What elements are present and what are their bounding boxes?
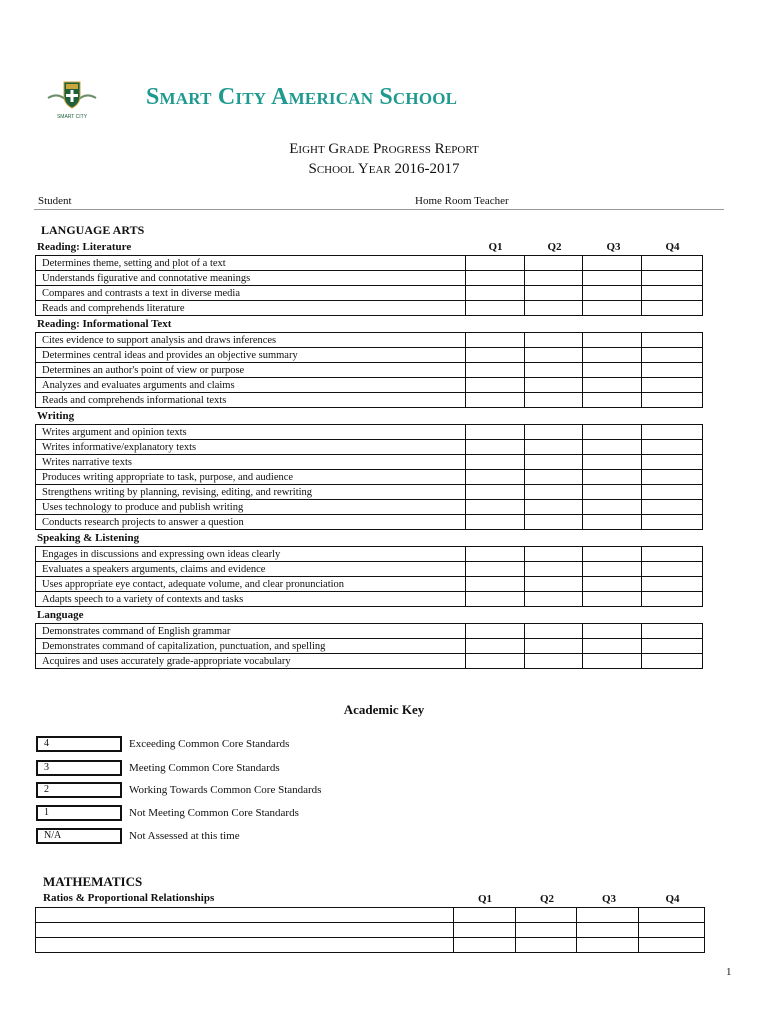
grade-cell-q2[interactable]: [525, 271, 584, 285]
table-row: [35, 470, 703, 485]
grade-cell-q1[interactable]: [466, 455, 525, 469]
grade-cell-q4[interactable]: [642, 378, 702, 392]
standard-label: [36, 938, 454, 952]
table-row: [35, 333, 703, 348]
grade-cell-q1[interactable]: [466, 378, 525, 392]
school-name: Smart City American School: [146, 84, 458, 110]
grade-cell-q2[interactable]: [516, 923, 578, 937]
table-row: [35, 515, 703, 530]
key-code-box: 2: [36, 782, 122, 798]
grade-cell-q2[interactable]: [525, 301, 584, 315]
grade-cell-q3[interactable]: [583, 577, 642, 591]
report-title: Eight Grade Progress Report: [289, 141, 479, 157]
key-description: Not Assessed at this time: [129, 830, 240, 842]
table-row: [35, 624, 703, 639]
grade-cell-q1[interactable]: [454, 938, 516, 952]
grade-cell-q4[interactable]: [642, 301, 702, 315]
la-section-heading: Language: [37, 609, 84, 621]
grade-cell-q4[interactable]: [639, 908, 704, 922]
grade-cell-q3[interactable]: [583, 500, 642, 514]
standard-label: Produces writing appropriate to task, purpose, and audience: [36, 470, 466, 484]
grade-cell-q2[interactable]: [525, 378, 584, 392]
table-row: [35, 363, 703, 378]
standard-label: Determines theme, setting and plot of a text: [36, 256, 466, 270]
math-grid: [35, 907, 705, 953]
grade-cell-q2[interactable]: [525, 455, 584, 469]
grade-cell-q1[interactable]: [466, 348, 525, 362]
grade-cell-q2[interactable]: [525, 515, 584, 529]
grade-cell-q3[interactable]: [583, 301, 642, 315]
key-description: Exceeding Common Core Standards: [129, 738, 290, 750]
grade-cell-q3[interactable]: [583, 547, 642, 561]
home-room-teacher-label: Home Room Teacher: [415, 195, 509, 207]
standard-label: Writes informative/explanatory texts: [36, 440, 466, 454]
grade-cell-q2[interactable]: [525, 485, 584, 499]
grade-cell-q4[interactable]: [642, 592, 702, 606]
grade-cell-q3[interactable]: [583, 271, 642, 285]
grade-cell-q3[interactable]: [577, 923, 639, 937]
standard-label: Writes argument and opinion texts: [36, 425, 466, 439]
key-description: Meeting Common Core Standards: [129, 762, 280, 774]
standard-label: Reads and comprehends literature: [36, 301, 466, 315]
standard-label: Adapts speech to a variety of contexts and tasks: [36, 592, 466, 606]
la-section-grid: [35, 332, 703, 408]
grade-cell-q3[interactable]: [583, 393, 642, 407]
grade-cell-q4[interactable]: [642, 363, 702, 377]
table-row: [35, 592, 703, 607]
grade-cell-q2[interactable]: [525, 639, 584, 653]
table-row: [35, 256, 703, 271]
standard-label: [36, 923, 454, 937]
grade-cell-q1[interactable]: [466, 577, 525, 591]
grade-cell-q1[interactable]: [454, 923, 516, 937]
standard-label: Understands figurative and connotative meanings: [36, 271, 466, 285]
table-row: [35, 639, 703, 654]
grade-cell-q2[interactable]: [525, 562, 584, 576]
la-section-grid: [35, 623, 703, 669]
grade-cell-q3[interactable]: [583, 440, 642, 454]
table-row: [35, 577, 703, 592]
standard-label: Acquires and uses accurately grade-appropriate vocabulary: [36, 654, 466, 668]
grade-cell-q2[interactable]: [516, 938, 578, 952]
grade-cell-q2[interactable]: [525, 547, 584, 561]
mathematics-title: MATHEMATICS: [43, 874, 143, 889]
grade-cell-q2[interactable]: [525, 393, 584, 407]
grade-cell-q2[interactable]: [525, 470, 584, 484]
math-sub-heading: Ratios & Proportional Relationships: [43, 892, 215, 904]
grade-cell-q3[interactable]: [577, 938, 639, 952]
standard-label: [36, 908, 454, 922]
grade-cell-q1[interactable]: [466, 301, 525, 315]
grade-cell-q2[interactable]: [525, 500, 584, 514]
table-row: [35, 301, 703, 316]
table-row: [35, 547, 703, 562]
grade-cell-q4[interactable]: [642, 286, 702, 300]
table-row: [35, 393, 703, 408]
grade-cell-q3[interactable]: [583, 639, 642, 653]
math-q2-header: Q2: [539, 893, 555, 905]
table-row: [35, 440, 703, 455]
grade-cell-q4[interactable]: [642, 348, 702, 362]
logo-text: SMART CITY: [56, 114, 88, 120]
grade-cell-q3[interactable]: [583, 286, 642, 300]
la-section-grid: [35, 255, 703, 316]
grade-cell-q4[interactable]: [642, 455, 702, 469]
grade-cell-q1[interactable]: [466, 485, 525, 499]
grade-cell-q1[interactable]: [466, 547, 525, 561]
table-row: [35, 654, 703, 669]
grade-cell-q3[interactable]: [583, 333, 642, 347]
academic-key-title: Academic Key: [343, 702, 425, 717]
grade-cell-q1[interactable]: [466, 440, 525, 454]
grade-cell-q3[interactable]: [583, 455, 642, 469]
grade-cell-q4[interactable]: [642, 639, 702, 653]
table-row: [35, 938, 705, 953]
la-q2-header: Q2: [547, 241, 562, 253]
grade-cell-q1[interactable]: [466, 562, 525, 576]
table-row: [35, 286, 703, 301]
grade-cell-q4[interactable]: [642, 547, 702, 561]
grade-cell-q1[interactable]: [466, 500, 525, 514]
grade-cell-q4[interactable]: [642, 440, 702, 454]
grade-cell-q1[interactable]: [466, 286, 525, 300]
standard-label: Determines an author's point of view or purpose: [36, 363, 466, 377]
key-code-box: 4: [36, 736, 122, 752]
grade-cell-q4[interactable]: [642, 470, 702, 484]
table-row: [35, 455, 703, 470]
grade-cell-q4[interactable]: [642, 624, 702, 638]
grade-cell-q2[interactable]: [525, 440, 584, 454]
math-q1-header: Q1: [477, 893, 493, 905]
grade-cell-q4[interactable]: [639, 923, 704, 937]
standard-label: Reads and comprehends informational texts: [36, 393, 466, 407]
math-q3-header: Q3: [601, 893, 617, 905]
la-section-heading: Speaking & Listening: [37, 532, 140, 544]
table-row: [35, 562, 703, 577]
standard-label: Cites evidence to support analysis and draws inferences: [36, 333, 466, 347]
key-description: Not Meeting Common Core Standards: [129, 807, 299, 819]
standard-label: Demonstrates command of capitalization, punctuation, and spelling: [36, 639, 466, 653]
grade-cell-q4[interactable]: [642, 515, 702, 529]
grade-cell-q2[interactable]: [525, 654, 584, 668]
grade-cell-q1[interactable]: [466, 470, 525, 484]
grade-cell-q4[interactable]: [642, 654, 702, 668]
la-section-heading: Reading: Informational Text: [37, 318, 172, 330]
key-code-box: 1: [36, 805, 122, 821]
standard-label: Analyzes and evaluates arguments and claims: [36, 378, 466, 392]
grade-cell-q2[interactable]: [525, 363, 584, 377]
grade-cell-q4[interactable]: [642, 500, 702, 514]
table-row: [35, 348, 703, 363]
student-info-line: [34, 193, 724, 210]
grade-cell-q3[interactable]: [583, 485, 642, 499]
math-q4-header: Q4: [665, 893, 680, 905]
grade-cell-q3[interactable]: [583, 562, 642, 576]
grade-cell-q3[interactable]: [577, 908, 639, 922]
standard-label: Evaluates a speakers arguments, claims and evidence: [36, 562, 466, 576]
standard-label: Strengthens writing by planning, revising, editing, and rewriting: [36, 485, 466, 499]
grade-cell-q1[interactable]: [466, 333, 525, 347]
grade-cell-q4[interactable]: [642, 425, 702, 439]
grade-cell-q3[interactable]: [583, 654, 642, 668]
grade-cell-q4[interactable]: [642, 577, 702, 591]
table-row: [35, 378, 703, 393]
grade-cell-q2[interactable]: [525, 333, 584, 347]
grade-cell-q1[interactable]: [466, 592, 525, 606]
grade-cell-q3[interactable]: [583, 592, 642, 606]
grade-cell-q3[interactable]: [583, 378, 642, 392]
grade-cell-q1[interactable]: [466, 515, 525, 529]
grade-cell-q1[interactable]: [466, 271, 525, 285]
standard-label: Engages in discussions and expressing own ideas clearly: [36, 547, 466, 561]
la-section-heading: Reading: Literature: [37, 241, 132, 253]
student-label: Student: [38, 195, 72, 207]
grade-cell-q2[interactable]: [525, 624, 584, 638]
grade-cell-q2[interactable]: [525, 592, 584, 606]
page-number: 1: [726, 966, 732, 978]
grade-cell-q1[interactable]: [466, 425, 525, 439]
grade-cell-q4[interactable]: [642, 256, 702, 270]
grade-cell-q1[interactable]: [466, 393, 525, 407]
grade-cell-q1[interactable]: [466, 256, 525, 270]
grade-cell-q2[interactable]: [516, 908, 578, 922]
key-code-box: 3: [36, 760, 122, 776]
table-row: [35, 425, 703, 440]
table-row: [35, 271, 703, 286]
la-section-heading: Writing: [37, 410, 75, 422]
standard-label: Compares and contrasts a text in diverse media: [36, 286, 466, 300]
grade-cell-q1[interactable]: [466, 363, 525, 377]
grade-cell-q3[interactable]: [583, 363, 642, 377]
table-row: [35, 908, 705, 923]
standard-label: Demonstrates command of English grammar: [36, 624, 466, 638]
grade-cell-q1[interactable]: [466, 639, 525, 653]
grade-cell-q3[interactable]: [583, 425, 642, 439]
grade-cell-q4[interactable]: [642, 271, 702, 285]
grade-cell-q1[interactable]: [454, 908, 516, 922]
school-logo: [44, 78, 100, 122]
la-section-grid: [35, 546, 703, 607]
key-code-box: N/A: [36, 828, 122, 844]
table-row: [35, 923, 705, 938]
standard-label: Uses technology to produce and publish writing: [36, 500, 466, 514]
grade-cell-q4[interactable]: [642, 333, 702, 347]
grade-cell-q3[interactable]: [583, 515, 642, 529]
grade-cell-q2[interactable]: [525, 286, 584, 300]
grade-cell-q2[interactable]: [525, 425, 584, 439]
grade-cell-q4[interactable]: [639, 938, 704, 952]
table-row: [35, 485, 703, 500]
standard-label: Conducts research projects to answer a question: [36, 515, 466, 529]
la-q1-header: Q1: [488, 241, 503, 253]
school-year: School Year 2016-2017: [308, 161, 460, 177]
la-q4-header: Q4: [665, 241, 680, 253]
grade-cell-q4[interactable]: [642, 393, 702, 407]
grade-cell-q3[interactable]: [583, 624, 642, 638]
grade-cell-q3[interactable]: [583, 470, 642, 484]
grade-cell-q4[interactable]: [642, 562, 702, 576]
grade-cell-q1[interactable]: [466, 654, 525, 668]
key-description: Working Towards Common Core Standards: [129, 784, 322, 796]
standard-label: Writes narrative texts: [36, 455, 466, 469]
grade-cell-q2[interactable]: [525, 348, 584, 362]
la-section-grid: [35, 424, 703, 530]
table-row: [35, 500, 703, 515]
standard-label: Determines central ideas and provides an objective summary: [36, 348, 466, 362]
grade-cell-q1[interactable]: [466, 624, 525, 638]
la-q3-header: Q3: [606, 241, 621, 253]
grade-cell-q3[interactable]: [583, 256, 642, 270]
language-arts-title: LANGUAGE ARTS: [41, 223, 145, 237]
grade-cell-q2[interactable]: [525, 256, 584, 270]
grade-cell-q2[interactable]: [525, 577, 584, 591]
grade-cell-q4[interactable]: [642, 485, 702, 499]
standard-label: Uses appropriate eye contact, adequate volume, and clear pronunciation: [36, 577, 466, 591]
grade-cell-q3[interactable]: [583, 348, 642, 362]
